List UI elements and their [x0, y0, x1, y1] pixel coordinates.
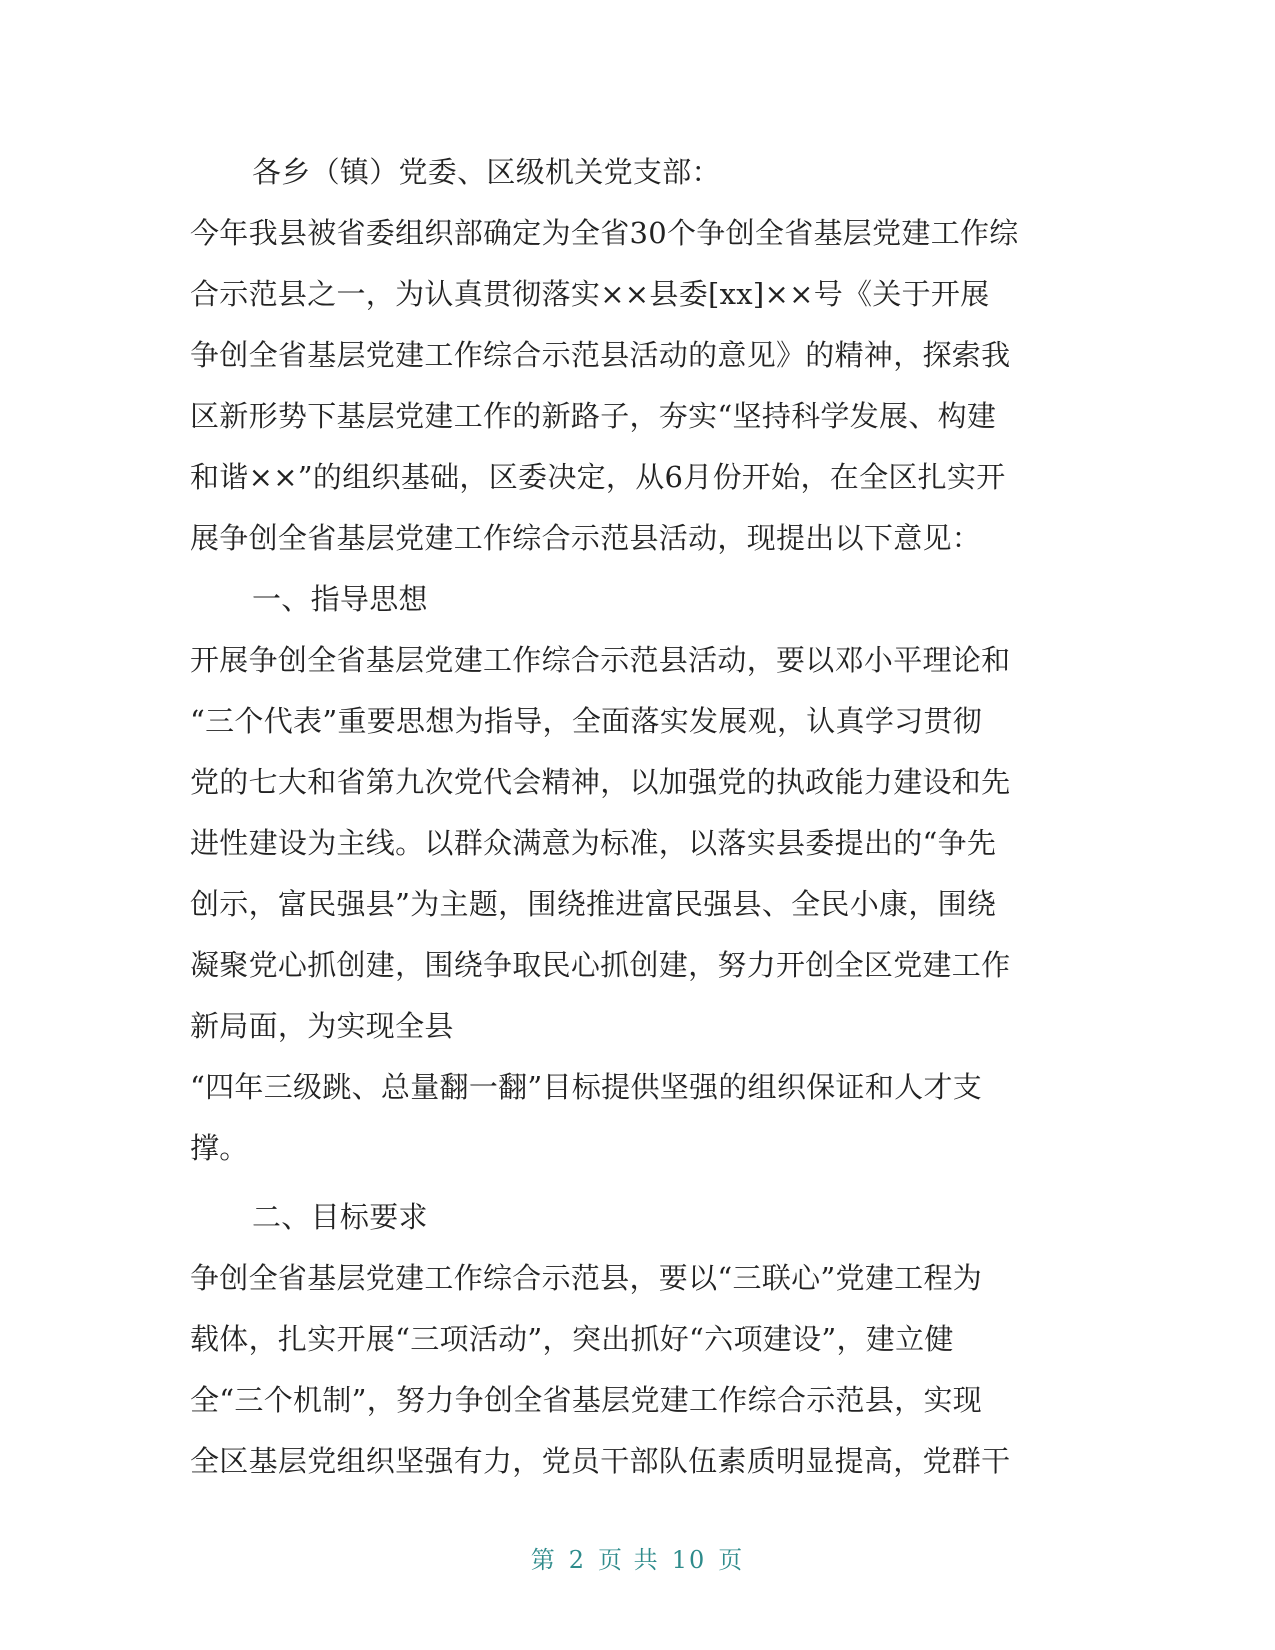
salutation: 各乡（镇）党委、区级机关党支部：: [252, 155, 721, 189]
footer-prefix: 第: [530, 1546, 557, 1574]
text-line: 进性建设为主线。以群众满意为标准，以落实县委提出的“争先: [190, 826, 997, 860]
section2-paragraph: [190, 1248, 1090, 1492]
text-line: 开展争创全省基层党建工作综合示范县活动，要以邓小平理论和: [190, 643, 1011, 677]
text-line: 和谐××”的组织基础，区委决定，从6月份开始，在全区扎实开: [190, 460, 1006, 494]
page-footer: [0, 1540, 1275, 1575]
text-line: 党的七大和省第九次党代会精神，以加强党的执政能力建设和先: [190, 765, 1011, 799]
text-line: 区新形势下基层党建工作的新路子，夯实“坚持科学发展、构建: [190, 399, 997, 433]
section1-paragraph: [190, 630, 1090, 1179]
paragraph-gap: [190, 1179, 1090, 1187]
text-line: 新局面，为实现全县: [190, 1009, 454, 1043]
text-line: 全区基层党组织坚强有力，党员干部队伍素质明显提高，党群干: [190, 1444, 1011, 1478]
document-body: [190, 142, 1090, 1492]
text-line: 载体，扎实开展“三项活动”，突出抓好“六项建设”，建立健: [190, 1322, 954, 1356]
text-line: “四年三级跳、总量翻一翻”目标提供坚强的组织保证和人才支: [190, 1070, 983, 1104]
text-line: 展争创全省基层党建工作综合示范县活动，现提出以下意见：: [190, 521, 982, 555]
text-line: 凝聚党心抓创建，围绕争取民心抓创建，努力开创全区党建工作: [190, 948, 1011, 982]
footer-total-pages: 10: [671, 1546, 707, 1574]
text-line: 今年我县被省委组织部确定为全省30个争创全省基层党建工作综: [190, 216, 1019, 250]
section-heading-guiding-ideology: 一、指导思想: [252, 582, 428, 616]
footer-suffix: 页: [718, 1546, 745, 1574]
text-line: 全“三个机制”，努力争创全省基层党建工作综合示范县，实现: [190, 1383, 983, 1417]
intro-paragraph: [190, 203, 1090, 569]
text-line: 争创全省基层党建工作综合示范县活动的意见》的精神，探索我: [190, 338, 1011, 372]
section-heading-goals: 二、目标要求: [252, 1200, 428, 1234]
text-line: 合示范县之一，为认真贯彻落实××县委[xx]××号《关于开展: [190, 277, 990, 311]
footer-middle: 页 共: [598, 1546, 660, 1574]
text-line: 争创全省基层党建工作综合示范县，要以“三联心”党建工程为: [190, 1261, 983, 1295]
text-line: “三个代表”重要思想为指导，全面落实发展观，认真学习贯彻: [190, 704, 983, 738]
footer-current-page: 2: [568, 1546, 587, 1574]
text-line: 创示，富民强县”为主题，围绕推进富民强县、全民小康，围绕: [190, 887, 997, 921]
text-line: 撑。: [190, 1131, 249, 1165]
